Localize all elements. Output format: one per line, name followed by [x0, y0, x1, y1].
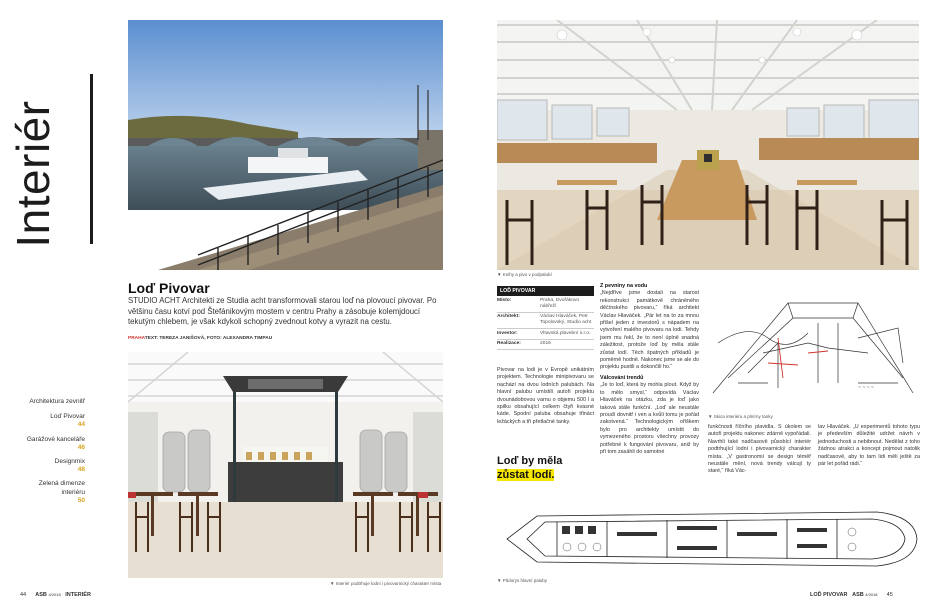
article-lead: STUDIO ACHT Architekti ze Studia acht transformovali starou loď na plovoucí pivovar. Po většinu času kotví pod Štefánikovým mostem v centru Prahy a zásobuje kolemjdoucí tekutým chlebem, je však kdykoli schopný zvednout kotvy a vyrazit na cestu. — [128, 296, 437, 327]
section-name: INTERIÉR — [65, 592, 91, 598]
paragraph: „Nejdříve jsme dostali na starost rekonstrukci památkově chráněného děčínského pivovaru,“ říká architekt Václav Hlaváček. „Pár let na to za mnou přišel jeden z investorů s nápadem na vytvoření malého pivovaru na lodi. Tehdy jsem mu řekl, že to není úplně snadná záležitost, protože loď by měla stále zůstat lodí. Těch špatných příkladů je poměrně hodně. Nakonec jsme se ale do projektu pustili a dokončili ho.“ — [600, 290, 699, 371]
sidebar-item-label: Zelená dimenze interiéru — [38, 480, 85, 496]
sidebar-item[interactable] — [18, 480, 85, 505]
infobox-row: Místo: Praha, Dvořákovo nábřeží — [497, 296, 594, 313]
sidebar-item-label: Garážové kanceláře — [26, 435, 85, 443]
paragraph: „Je to loď, která by mohla plout. Když by to mělo smysl,“ odpovídá Václav Hlaváček na otázku, zda je loď jako taková stále funkční. „Loď ale neustále proudí dovnitř i ven a kvůli tomu je pořád zakotvená.“ Technologickým oříškem bylo pro architekty umístit do vymezeného prostoru všechny provozy potřebné k fungování pivovaru, aniž by při tom zasáhli do samotné — [600, 382, 699, 455]
sidebar-item-label: Architektura zevnitř — [29, 398, 85, 405]
body-column-4: lav Hlaváček. „U experimentů tohoto typu je především důležité udržet návrh v jednoduchosti a nebibnout. Nedělat z toho žádnou atrakci a koncept pojmout natolik nadčasově, aby to tam lidi měli ještě za pár let pořád rádi.“ — [818, 424, 920, 468]
infobox-row: Realizace: 2016 — [497, 340, 594, 350]
deck-plan-drawing — [497, 502, 920, 576]
project-infobox — [497, 286, 594, 350]
issue-number: 4/2018 — [865, 592, 878, 597]
credit-authors: TEXT: TEREZA JANIŠOVÁ, FOTO: ALEXANDRA TIMPAU — [144, 336, 273, 341]
infobox-heading: LOĎ PIVOVAR — [497, 286, 594, 296]
body-column-3: funkčnosti říčního plavidla. S úkolem se autoři projektu nakonec zdárně vypořádali. Navrhli také nadčasově působící interiér podtrhující lodní i pivovarnický charakter místa. „V gastronomii se design téměř neustále mění, nová trendy válcují ty staré,“ říká Vác- — [708, 424, 811, 475]
right-page-footer — [810, 592, 893, 598]
photo-top-caption: ▼ Knihy a pivo v podpalubí — [497, 272, 552, 277]
section-title-rule — [90, 74, 93, 244]
issue-number: 4/2018 — [48, 592, 61, 597]
infobox-row: Architekt: Václav Hlaváček, Petr Topolovský, Studio acht — [497, 313, 594, 330]
pull-quote-line-2: zůstat lodí. — [497, 469, 555, 481]
sidebar-item-page: 44 — [77, 421, 85, 429]
infobox-row: Investor: Vltavská plavební s.r.o. — [497, 329, 594, 339]
sidebar-item[interactable] — [18, 436, 85, 452]
article-credit — [128, 336, 272, 341]
sidebar-item-page: 50 — [77, 496, 85, 504]
body-column-2 — [600, 283, 699, 456]
sidebar-item[interactable] — [18, 458, 85, 474]
subheading: Válcování trendů — [600, 374, 644, 381]
photo-brewery-interior — [128, 352, 443, 578]
left-page-footer — [20, 592, 91, 598]
pull-quote-line-1: Loď by měla — [497, 455, 563, 467]
pull-quote — [497, 454, 597, 482]
subheading: Z pevniny na vodu — [600, 283, 648, 289]
page-number: 45 — [886, 592, 893, 598]
section-title: Interiér — [7, 100, 59, 248]
plan-caption: ▼ Půdorys hlavní paluby — [497, 578, 547, 583]
sidebar-item[interactable] — [18, 398, 85, 406]
interior-sketch — [708, 283, 920, 411]
photo-bridge-boat — [128, 20, 443, 270]
photo-lower-deck — [497, 20, 919, 270]
article-title: Loď Pivovar — [128, 280, 210, 296]
sidebar-item[interactable] — [18, 413, 85, 429]
sidebar-item-page: 46 — [77, 443, 85, 451]
magazine-name: ASB — [852, 592, 864, 598]
page-number: 44 — [20, 592, 27, 598]
issue-contents-sidebar — [18, 398, 85, 505]
section-name: LOĎ PIVOVAR — [810, 592, 848, 598]
sidebar-item-label: Designmix — [54, 458, 85, 466]
sidebar-item-label: Loď Pivovar — [50, 413, 85, 421]
photo-bottom-caption: ▼ Interiér podtrhuje lodní i pivovarnický charakter místa — [330, 581, 442, 586]
body-column-1: Pivovar na lodi je v Evropě unikátním projektem. Technologie minipivovaru se nachází na dvou lodních palubách. Na hlavní palubu umístili autoři projektu dvounádobovou varnu o objemu 500 l a spilku obsahující celkem čtyři kvasné káde. Spodní paluba obsahuje třináct ležáckých a tři přetlačné tanky. — [497, 367, 594, 425]
sketch-caption: ▼ Skica interiéru a plnírny tanky — [708, 414, 773, 419]
credit-place: PRAHA — [128, 336, 145, 341]
sidebar-item-page: 48 — [77, 466, 85, 474]
magazine-name: ASB — [35, 592, 47, 598]
svg-text:~ ~ ~ ~: ~ ~ ~ ~ — [858, 385, 874, 391]
